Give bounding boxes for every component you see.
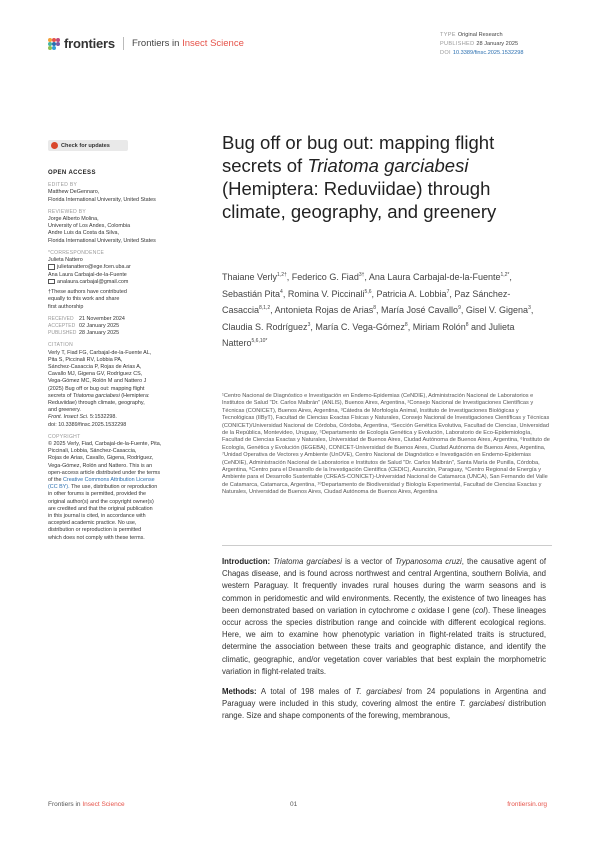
edited-by xyxy=(48,189,196,203)
abstract-introduction: Introduction: Triatoma garciabesi is a vector of Trypanosoma cruzi, the causative agent of Chagas disease, and is found across northwest and central Argentina, southern Bolivia, and western Paraguay. It frequently invades rural houses during the warm seasons and is common in peridomestic and wild environments. Recently, the existence of two lineages has been demonstrated based on variation in cytochrome c oxidase I gene (coI). These lineages occur across the species distribution range and coincide with different ecological regions. Here, we aim to examine how phenotypic variation in flight-related traits is structured, determine the association between these traits and geographic distance, and identify the climatic, geographic, and/or vegetation cover variables that best explain the morphometric variation in flight-related traits. xyxy=(222,557,547,676)
text-line: Cavallo MJ, Gigena GV, Rodríguez CS, xyxy=(48,371,143,378)
journal-title: Frontiers in Insect Science xyxy=(131,38,244,49)
date-row: PUBLISHED 28 January 2025 xyxy=(48,330,120,337)
correspondent-name: Julieta Nattero xyxy=(48,257,83,264)
correspondent-email[interactable]: julietanattero@ege.fcen.uba.ar xyxy=(48,264,196,271)
author-name[interactable]: María José Cavallo$^9$ xyxy=(381,305,461,316)
article-dates xyxy=(48,316,196,338)
text-line: which does not comply with these terms. xyxy=(48,534,145,541)
text-line: are credited and that the original publication xyxy=(48,505,153,512)
footer-journal: Frontiers in Insect Science xyxy=(48,801,125,808)
author-name[interactable]: Antonieta Rojas de Arias$^8$ xyxy=(274,305,376,316)
text-line: The use, distribution or reproduction xyxy=(69,484,158,491)
text-line: equally to this work and share xyxy=(48,296,120,303)
author-name[interactable]: Miriam Rolón$^8$ xyxy=(412,321,469,332)
email-icon xyxy=(48,264,55,270)
license-link[interactable]: Creative Commons Attribution License xyxy=(63,477,155,484)
open-access-label: OPEN ACCESS xyxy=(48,170,96,176)
author-name[interactable]: Thaiane Verly$^{1,2\dagger}$ xyxy=(222,272,287,282)
text-line: Pita S, Piccinali RV, Lobbia PA, xyxy=(48,356,123,363)
text-line: Reduviidae) through climate, geography, xyxy=(48,400,145,407)
copyright xyxy=(48,441,196,542)
sidebar: OPEN ACCESS EDITED BY Matthew DeGennaro, Florida International University, United States REVIEWED BY Jorge Alberto Molina, University of Los Andes, Colombia Andre Luis da Costa da Silva, Florida International University, United States *CORRESPONDENCE Julieta Nattero julietanattero@ege.fcen.uba.ar Ana Laura Carbajal-de-la-Fuente analaura.carbajal@gmail.com †These authors have contributed equally to this work and share first authorship RECEIVED 21 November 2024 ACCEPTED 02 January 2025 PUBLISHED 28 January 2025 CITATION Verly T, Fiad FG, Carbajal-de-la-Fuente AL, Pita S, Piccinali RV, Lobbia PA, Sánchez-Casaccia P, Rojas de Arias A, Cavallo MJ, Gigena GV, Rodríguez CS, Vega-Gómez MC, Rolón M and Nattero J (2025) Bug off or bug out: mapping flight secrets of Triatoma garciabesi (Hemiptera: Reduviidae) through climate, geography, and greenery. Front. Insect Sci. 5:1532298. doi: 10.3389/finsc.2025.1532298 COPYRIGHT © 2025 Verly, Fiad, Carbajal-de-la-Fuente, Pita, Piccinali, Lobbia, Sánchez-Casaccia, Rojas de Arias, Cavallo, Gigena, Rodríguez, Vega-Gómez, Rolón and Nattero. This is an open-access article distributed under the terms of the Creative Commons Attribution License (CC BY). The use, distribution or reproduction in other forums is permitted, provided the original author(s) and the copyright owner(s) are credited and that the original publication in this journal is cited, in accordance with accepted academic practice. No use, distribution or reproduction is permitted which does not comply with these terms. xyxy=(48,170,196,542)
text-line: †These authors have contributed xyxy=(48,289,127,296)
check-for-updates-button[interactable]: Check for updates xyxy=(48,140,128,151)
author-name[interactable]: Claudia S. Rodríguez$^3$ xyxy=(222,321,311,332)
text-line: Vega-Gómez, Rolón and Nattero. This is an xyxy=(48,462,153,469)
brand-name: frontiers xyxy=(64,36,115,51)
text-line: (Hemiptera: xyxy=(119,392,150,399)
reviewed-by xyxy=(48,216,196,245)
text-line: secrets of xyxy=(48,392,73,399)
text-line: accepted academic practice. No use, xyxy=(48,520,137,527)
section-divider xyxy=(222,545,552,546)
author-name[interactable]: Sebastián Pita$^4$ xyxy=(222,288,283,299)
text-line: and greenery. xyxy=(48,407,81,414)
text-line: Matthew DeGennaro, xyxy=(48,189,100,196)
page-number: 01 xyxy=(290,801,298,808)
license-abbr-link[interactable]: (CC BY). xyxy=(48,484,70,491)
frontiers-logo-icon xyxy=(48,38,60,50)
text-line: Verly T, Fiad FG, Carbajal-de-la-Fuente AL, xyxy=(48,349,152,356)
author-name[interactable]: Julieta Nattero$^{5,6,10*}$ xyxy=(222,321,515,349)
text-line: open-access article distributed under the terms xyxy=(48,469,161,476)
email-icon xyxy=(48,279,55,285)
author-list: Thaiane Verly$^{1,2\dagger}$, Federico G. Fiad$^{3\dagger}$, Ana Laura Carbajal-de-la-Fuente$^{1,2*}$, Sebastián Pita$^4$, Romina V. Piccinali$^{5,6}$, Patricia A. Lobbia$^7$, Paz Sánchez-Casaccia$^{8,1,2}$, Antonieta Rojas de Arias$^8$, María José Cavallo$^9$, Gisel V. Gigena$^3$, Claudia S. Rodríguez$^3$, María C. Vega-Gómez$^8$, Miriam Rolón$^8$ and Julieta Nattero$^{5,6,10*}$ xyxy=(222,272,534,349)
text-line: University of Los Andes, Colombia xyxy=(48,223,131,230)
citation: Verly T, Fiad FG, Carbajal-de-la-Fuente AL, Pita S, Piccinali RV, Lobbia PA, Sánchez-Casaccia P, Rojas de Arias A, Cavallo MJ, Gigena GV, Rodríguez CS, Vega-Gómez MC, Rolón M and Nattero J (2025) Bug off or bug out: mapping flight secrets of Triatoma garciabesi (Hemiptera: Reduviidae) through climate, geography, and greenery. Front. Insect Sci. 5:1532298. doi: 10.3389/finsc.2025.1532298 xyxy=(48,349,152,428)
author-name[interactable]: Ana Laura Carbajal-de-la-Fuente$^{1,2*}$ xyxy=(368,272,510,282)
author-name[interactable]: Paz Sánchez-Casaccia$^{8,1,2}$ xyxy=(222,288,511,316)
date-row: RECEIVED 21 November 2024 xyxy=(48,315,125,322)
text-line: first authorship xyxy=(48,303,84,310)
text-line: Piccinali, Lobbia, Sánchez-Casaccia, xyxy=(48,448,137,455)
author-name[interactable]: Romina V. Piccinali$^{5,6}$ xyxy=(287,288,372,299)
text-line: Florida International University, United States xyxy=(48,237,156,244)
article-title: Bug off or bug out: mapping flight secrets of Triatoma garciabesi (Hemiptera: Reduviidae) through climate, geography, and greenery xyxy=(222,132,497,222)
text-line: of the xyxy=(48,477,63,484)
author-name[interactable]: Federico G. Fiad$^{3\dagger}$ xyxy=(291,272,365,282)
text-line: Andre Luis da Costa da Silva, xyxy=(48,230,120,237)
text-line: distribution or reproduction is permitted xyxy=(48,527,142,534)
site-link[interactable]: frontiersin.org xyxy=(507,801,547,808)
text-line: in this journal is cited, in accordance with xyxy=(48,513,146,520)
text-line: Florida International University, United States xyxy=(48,196,156,203)
text-line: (2025) Bug off or bug out: mapping flight xyxy=(48,385,145,392)
journal-header xyxy=(48,36,244,51)
author-name[interactable]: María C. Vega-Gómez$^8$ xyxy=(315,321,408,332)
abstract xyxy=(222,556,546,731)
text-line: original author(s) and the copyright owner(s) xyxy=(48,498,154,505)
article-meta: TYPE Original Research PUBLISHED 28 January 2025 DOI 10.3389/finsc.2025.1532298 xyxy=(440,32,524,56)
header-divider xyxy=(123,37,124,50)
correspondent-name: Ana Laura Carbajal-de-la-Fuente xyxy=(48,271,127,278)
affiliations: ¹Centro Nacional de Diagnóstico e Investigación en Endemo-Epidemias (CeNDIE), Administración Nacional de Laboratorios e Institutos de Salud "Dr. Carlos Malbrán" (ANLIS), Buenos Aires, Argentina, ²Consejo Nacional de Investigaciones Científicas y Técnicas (CONICET), Buenos Aires, Argentina, ³Cátedra de Morfología Animal, Instituto de Investigaciones Biológicas y Tecnológicas (IIByT), Facultad de Ciencias Exactas Físicas y Naturales, Consejo Nacional de Investigaciones Científicas y Técnicas (CONICET)/Universidad Nacional de Córdoba, Córdoba, Argentina, ⁴Sección Genética Evolutiva, Facultad de Ciencias, Universidad de la República, Montevideo, Uruguay, ⁵Departamento de Ecología Genética y Evolución, Laboratorio de Eco-Epidemiología, Facultad de Ciencias Exactas y Naturales, Universidad de Buenos Aires, Ciudad Autónoma de Buenos Aires, Argentina, ⁶Instituto de Ecología, Genética y Evolución (IEGEBA), CONICET-Universidad de Buenos Aires, Ciudad Autónoma de Buenos Aires, Argentina, ⁷Unidad Operativa de Vectores y Ambiente (UnOVE), Centro Nacional de Diagnóstico e Investigación en Endemo-Epidemias (CeNDIE), Administración Nacional de Laboratorios e Institutos de Salud "Dr. Carlos Malbrán", Santa María de Punilla, Córdoba, Argentina, ⁸Centro para el Desarrollo de la Investigación Científica (CEDIC), Asunción, Paraguay, ⁹Centro Regional de Energía y Ambiente para el Desarrollo Sustentable (CREAS-CONICET)-Universidad Nacional de Catamarca (UNCA), San Fernando del Valle de Catamarca, Catamarca, Argentina, ¹⁰Departamento de Biodiversidad y Biología Experimental, Facultad de Ciencias Exactas y Naturales, Universidad de Buenos Aires, Ciudad Autónoma de Buenos Aires, Argentina xyxy=(222,393,550,496)
equal-contribution-note xyxy=(48,289,196,311)
author-name[interactable]: Gisel V. Gigena$^3$ xyxy=(465,305,531,316)
check-updates-icon xyxy=(51,142,58,149)
text-line: © 2025 Verly, Fiad, Carbajal-de-la-Fuente, Pita, xyxy=(48,441,162,448)
correspondence xyxy=(48,257,196,286)
date-row: ACCEPTED 02 January 2025 xyxy=(48,323,120,329)
abstract-methods: Methods: A total of 198 males of T. garciabesi from 24 populations in Argentina and Paraguay were included in this study, covering almost the entire T. garciabesi distribution range. Size and shape components of the forewing, membranous, xyxy=(222,687,547,721)
correspondent-email[interactable]: analaura.carbajal@gmail.com xyxy=(48,279,196,286)
text-line: in other forums is permitted, provided the xyxy=(48,491,146,498)
text-line: Vega-Gómez MC, Rolón M and Nattero J xyxy=(48,378,147,385)
text-line: Sánchez-Casaccia P, Rojas de Arias A, xyxy=(48,364,142,371)
doi-link[interactable]: 10.3389/finsc.2025.1532298 xyxy=(452,50,524,56)
text-line: Jorge Alberto Molina, xyxy=(48,216,99,223)
text-line: Rojas de Arias, Cavallo, Gigena, Rodríguez, xyxy=(48,455,154,462)
author-name[interactable]: Patricia A. Lobbia$^7$ xyxy=(376,288,450,299)
